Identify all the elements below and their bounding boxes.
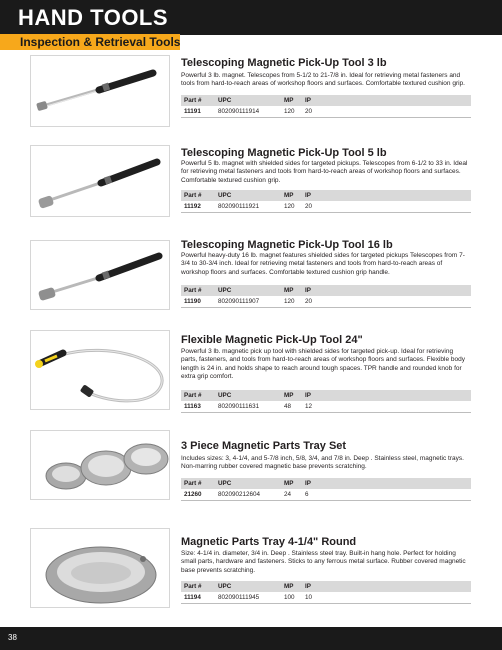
header-ip: IP — [305, 392, 311, 399]
telescoping-pickup-tool-icon — [31, 241, 170, 310]
spec-table-header — [181, 390, 471, 401]
header-mp: MP — [284, 97, 294, 104]
header-ip: IP — [305, 287, 311, 294]
part-number: 21260 — [184, 491, 202, 498]
spec-table-header — [181, 478, 471, 489]
header-part: Part # — [184, 192, 202, 199]
product-title: Telescoping Magnetic Pick-Up Tool 3 lb — [181, 57, 387, 69]
product-title: Telescoping Magnetic Pick-Up Tool 5 lb — [181, 147, 387, 159]
header-ip: IP — [305, 480, 311, 487]
header-part: Part # — [184, 480, 202, 487]
product-image — [30, 240, 170, 310]
header-upc: UPC — [218, 583, 232, 590]
header-ip: IP — [305, 97, 311, 104]
spec-table — [181, 285, 471, 308]
header-mp: MP — [284, 192, 294, 199]
spec-table-header — [181, 190, 471, 201]
product-description: Powerful 5 lb. magnet with shielded sides for targeted pickups. Telescopes from 6-1/2 to 33 in. Ideal for retrieving metal fasteners and tools from hard-to-reach areas of workshop floors and surfaces. Comfortable textured cushion grip. — [181, 160, 468, 184]
telescoping-pickup-tool-icon — [31, 146, 170, 217]
product-image — [30, 430, 170, 500]
header-upc: UPC — [218, 192, 232, 199]
flexible-pickup-tool-icon — [31, 331, 170, 410]
spec-table — [181, 478, 471, 501]
telescoping-pickup-tool-icon — [31, 56, 170, 127]
table-row — [181, 489, 471, 501]
part-number: 11192 — [184, 203, 201, 210]
product-description: Size: 4-1/4 in. diameter, 3/4 in. Deep . Stainless steel tray. Built-in hang hole. Perfect for holding small parts, hardware and fasteners. Sticks to any ferrous metal surface. Rubber covered magnetic base prevents scratching. — [181, 550, 466, 574]
ip-value: 20 — [305, 108, 313, 115]
upc-value: 802090111631 — [218, 403, 260, 410]
mp-value: 24 — [284, 491, 292, 498]
header-part: Part # — [184, 392, 202, 399]
header-ip: IP — [305, 583, 311, 590]
ip-value: 6 — [305, 491, 309, 498]
product-description: Powerful heavy-duty 16 lb. magnet features shielded sides for targeted pickups Telescopes from 7-3/4 to 30-3/4 inch. Ideal for retrieving metal fasteners and tools from hard-to-reach areas of workshop floors and surfaces. Comfortable textured cushion grip handle. — [181, 252, 465, 276]
header-upc: UPC — [218, 97, 232, 104]
upc-value: 802090111914 — [218, 108, 260, 115]
product-image — [30, 330, 170, 410]
ip-value: 10 — [305, 594, 313, 601]
header-part: Part # — [184, 97, 202, 104]
part-number: 11191 — [184, 108, 201, 115]
product-title: Telescoping Magnetic Pick-Up Tool 16 lb — [181, 239, 393, 251]
page-title: HAND TOOLS — [18, 5, 169, 30]
header-mp: MP — [284, 480, 294, 487]
spec-table — [181, 95, 471, 118]
mp-value: 120 — [284, 298, 295, 305]
header-mp: MP — [284, 287, 294, 294]
table-row — [181, 401, 471, 413]
table-row — [181, 201, 471, 213]
product-image — [30, 528, 170, 608]
header-part: Part # — [184, 287, 202, 294]
spec-table — [181, 390, 471, 413]
part-number: 11190 — [184, 298, 201, 305]
product-title: Magnetic Parts Tray 4-1/4" Round — [181, 536, 357, 548]
header-upc: UPC — [218, 392, 232, 399]
product-description: Powerful 3 lb. magnet. Telescopes from 5-1/2 to 21-7/8 in. Ideal for retrieving metal fasteners and tools from hard-to-reach areas of workshop floors and surfaces. Comfortable textured cushion grip. — [181, 72, 465, 88]
part-number: 11163 — [184, 403, 201, 410]
table-row — [181, 296, 471, 308]
header-mp: MP — [284, 583, 294, 590]
product-title: 3 Piece Magnetic Parts Tray Set — [181, 440, 347, 452]
header-upc: UPC — [218, 480, 232, 487]
spec-table — [181, 190, 471, 213]
header-ip: IP — [305, 192, 311, 199]
page-header — [0, 0, 502, 50]
product-image — [30, 145, 170, 217]
page-number: 38 — [8, 633, 17, 642]
upc-value: 802090111907 — [218, 298, 260, 305]
header-upc: UPC — [218, 287, 232, 294]
product-description: Includes sizes: 3, 4-1/4, and 5-7/8 inch, 5/8, 3/4, and 7/8 in. Deep . Stainless steel, magnetic trays. Non-marring rubber covered magnetic base prevents scratching. — [181, 455, 464, 471]
product-description: Powerful 3 lb. magnetic pick up tool with shielded sides for targeted pick-up. Ideal for retrieving parts, fasteners, and tools from hard-to-reach areas of workshop floors and surfaces. Flexible body length is 24 in. and holds shape to reach around tough spaces. TPR handle and rounded knob for extra grip comfort. — [181, 348, 465, 381]
mp-value: 120 — [284, 203, 295, 210]
spec-table — [181, 581, 471, 604]
section-title: Inspection & Retrieval Tools — [20, 35, 181, 49]
spec-table-header — [181, 581, 471, 592]
parts-tray-set-icon — [31, 431, 170, 500]
spec-table-header — [181, 95, 471, 106]
part-number: 11194 — [184, 594, 201, 601]
header-mp: MP — [284, 392, 294, 399]
upc-value: 802090111921 — [218, 203, 260, 210]
mp-value: 120 — [284, 108, 295, 115]
mp-value: 48 — [284, 403, 292, 410]
spec-table-header — [181, 285, 471, 296]
header-part: Part # — [184, 583, 202, 590]
upc-value: 802090111945 — [218, 594, 260, 601]
mp-value: 100 — [284, 594, 295, 601]
ip-value: 20 — [305, 298, 313, 305]
table-row — [181, 592, 471, 604]
ip-value: 12 — [305, 403, 313, 410]
round-parts-tray-icon — [31, 529, 170, 608]
product-title: Flexible Magnetic Pick-Up Tool 24" — [181, 334, 363, 346]
page-footer — [0, 627, 502, 650]
ip-value: 20 — [305, 203, 313, 210]
product-image — [30, 55, 170, 127]
upc-value: 802090212604 — [218, 491, 261, 498]
table-row — [181, 106, 471, 118]
